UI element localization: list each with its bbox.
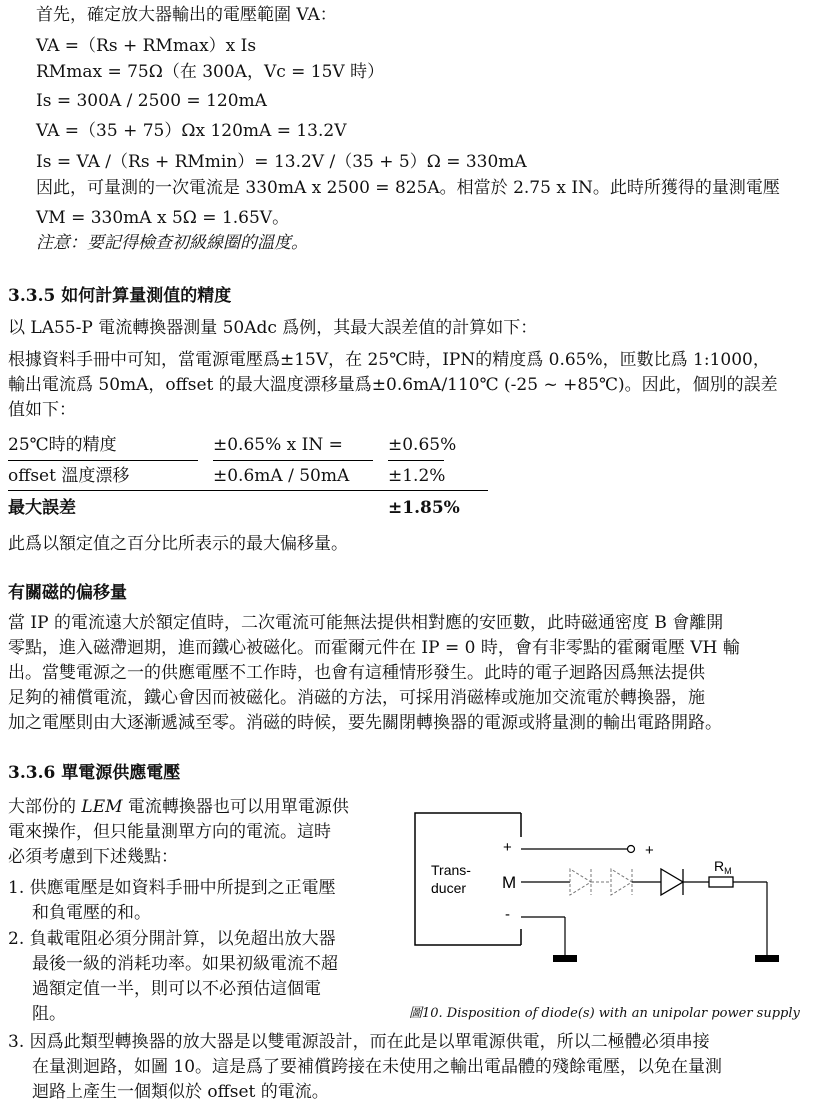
table-divider [388,460,444,461]
formula-va: VA =（Rs + RMmax）x Is [36,36,257,56]
rm-label: $R_M$ [714,858,732,876]
table-divider [8,460,198,461]
formula-is-value: Is = VA /（Rs + RMmin）= 13.2V /（35 + 5）Ω = 330mA [36,152,527,172]
table-total-label: 最大誤差 [8,498,76,518]
list-item-3c: 迴路上產生一個類似於 offset 的電流。 [32,1082,329,1102]
formula-rmmax: RMmax = 75Ω（在 300A，Vc = 15V 時） [36,62,385,82]
terminal-plus-label: + [645,842,654,859]
table-row-1-label: 25℃時的精度 [8,435,117,455]
s335-paragraph-2b: 輸出電流爲 50mA，offset 的最大溫度漂移量爲±0.6mA/110℃ (-25 ~ +85℃)。因此，個別的誤差 [8,375,778,395]
s335-paragraph-2a: 根據資料手冊中可知，當電源電壓爲±15V，在 25℃時，IPN的精度爲 0.65%，匝數比爲 1:1000， [8,350,770,370]
list-item-1a: 1. 供應電壓是如資料手冊中所提到之正電壓 [8,878,336,898]
s336-intro-2: 電來操作，但只能量測單方向的電流。這時 [8,822,331,842]
table-total-rule [8,490,488,491]
formula-is: Is = 300A / 2500 = 120mA [36,91,267,111]
intro-line-1: 首先，確定放大器輸出的電壓範圍 VA： [36,5,337,25]
plus-terminal [628,846,635,853]
section-heading-335: 3.3.5 如何計算量測值的精度 [8,286,232,306]
plus-pin-label: + [503,839,512,856]
list-item-3b: 在量測迴路，如圖 10。這是爲了要補償跨接在未使用之輸出電晶體的殘餘電壓，以免在量測 [32,1057,723,1077]
section-heading-336: 3.3.6 單電源供應電壓 [8,763,181,783]
s335-paragraph-1: 以 LA55-P 電流轉換器測量 50Adc 爲例，其最大誤差值的計算如下： [8,318,538,338]
list-item-2b: 最後一級的消耗功率。如果初級電流不超 [32,954,338,974]
magnetic-line-2: 零點，進入磁滯迴期，進而鐵心被磁化。而霍爾元件在 IP = 0 時，會有非零點的霍爾電壓 VH 輸 [8,638,740,658]
table-row-1-value: ±0.65% [388,435,457,455]
dashed-diode-2 [611,869,632,895]
s335-paragraph-3: 此爲以額定值之百分比所表示的最大偏移量。 [8,534,348,554]
m-pin-label: M [502,873,517,892]
s336-intro-1 [8,796,349,818]
magnetic-line-4: 足夠的補償電流，鐵心會因而被磁化。消磁的方法，可採用消磁棒或施加交流電於轉換器，施 [8,688,705,708]
table-row-2-formula: ±0.6mA / 50mA [213,466,350,486]
list-item-2d: 阻。 [32,1004,66,1024]
section-heading-magnetic: 有關磁的偏移量 [8,583,127,603]
table-row-1-formula: ±0.65% x IN = [213,435,343,455]
dashed-diode-1 [570,869,591,895]
s336-intro-3: 必須考慮到下述幾點： [8,847,178,867]
list-item-2c: 過額定值一半，則可以不必預估這個電 [32,979,321,999]
table-divider [213,460,373,461]
formula-va-value: VA =（35 + 75）Ωx 120mA = 13.2V [36,121,347,141]
table-total-value: ±1.85% [388,498,460,518]
magnetic-line-1: 當 IP 的電流遠大於額定值時，二次電流可能無法提供相對應的安匝數，此時磁通密度 B 會離開 [8,613,724,633]
load-resistor [709,877,733,887]
s335-paragraph-2c: 值如下： [8,400,76,420]
figure-10-caption: 圖10. Disposition of diode(s) with an unipolar power supply [409,1006,800,1021]
table-row-2-label: offset 溫度漂移 [8,466,130,486]
table-row-2-value: ±1.2% [388,466,446,486]
formula-vm: VM = 330mA x 5Ω = 1.65V。 [36,208,290,228]
box-label-1: Trans- [431,862,471,878]
lem-brand: LEM [81,797,123,817]
diode [661,869,683,895]
figure-10-circuit [405,805,815,980]
list-item-3a: 3. 因爲此類型轉換器的放大器是以雙電源設計，而在此是以單電源供電，所以二極體必須串接 [8,1032,710,1052]
magnetic-line-5: 加之電壓則由大逐漸遞減至零。消磁的時候，要先關閉轉換器的電源或將量測的輸出電路開路。 [8,713,722,733]
box-label-2: ducer [431,880,467,896]
ground-right [755,955,779,962]
list-item-1b: 和負電壓的和。 [32,903,151,923]
s336-intro-1a: 大部份的 [8,797,82,817]
intro-note: 注意：要記得檢查初級線圈的溫度。 [36,233,308,253]
magnetic-line-3: 出。當雙電源之一的供應電壓不工作時，也會有這種情形發生。此時的電子迴路因爲無法提供 [8,663,705,683]
s336-intro-1c: 電流轉換器也可以用單電源供 [122,797,349,817]
intro-result: 因此，可量測的一次電流是 330mA x 2500 = 825A。相當於 2.75 x IN。此時所獲得的量測電壓 [36,178,780,198]
minus-pin-label: - [505,906,510,923]
list-item-2a: 2. 負載電阻必須分開計算，以免超出放大器 [8,929,336,949]
ground-left [553,955,577,962]
